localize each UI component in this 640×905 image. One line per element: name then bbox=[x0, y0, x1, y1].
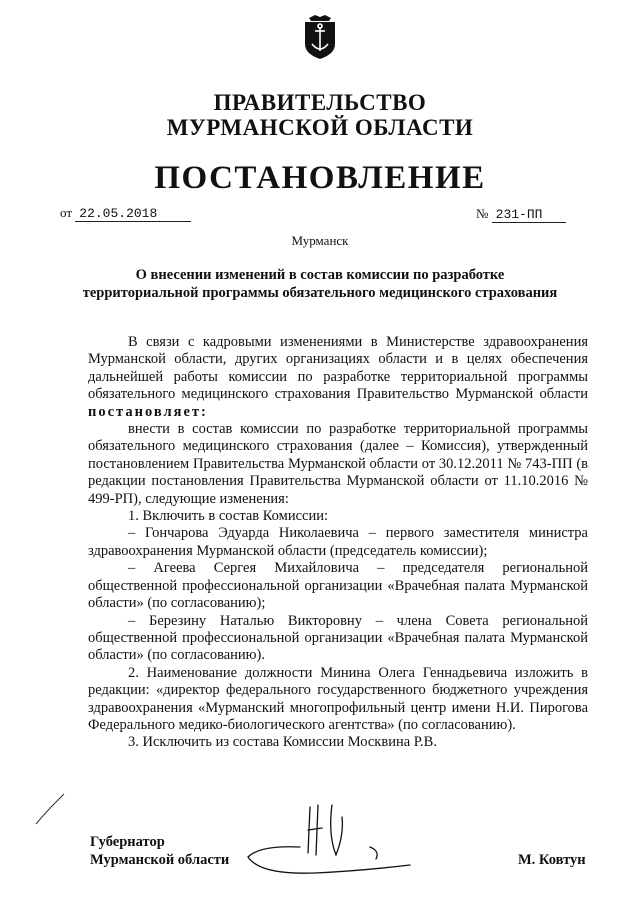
intro-paragraph: внести в состав комиссии по разработке территориальной программы обязательного медицинского страхования (далее – Комиссия), утвержденный постановлением Правительства Мурманской области от 30.12.2011 № 743-ПП (в редакции постановления Правительства Мурманской области от 11.10.2016 № 499-РП), следующие изменения: bbox=[88, 421, 588, 507]
position-line2: Мурманской области bbox=[90, 852, 230, 868]
item-3: 3. Исключить из состава Комиссии Москвина Р.В. bbox=[128, 734, 437, 751]
handwritten-signature bbox=[240, 795, 420, 880]
item-1-a: – Гончарова Эдуарда Николаевича – первого заместителя министра здравоохранения Мурманской области (председатель комиссии); bbox=[88, 525, 588, 559]
signatory-position bbox=[90, 833, 229, 869]
item-1-c: – Березину Наталью Викторовну – члена Совета региональной общественной профессиональной организации «Врачебная палата Мурманской области» (по согласованию). bbox=[88, 612, 588, 664]
item-1-b: – Агеева Сергея Михайловича – председателя региональной общественной профессиональной организации «Врачебная палата Мурманской области» (по согласованию); bbox=[88, 560, 588, 612]
date-value: 22.05.2018 bbox=[75, 206, 191, 222]
date-prefix: от bbox=[60, 205, 73, 220]
coat-of-arms-icon bbox=[302, 14, 338, 60]
preamble bbox=[88, 334, 588, 421]
number-value: 231-ПП bbox=[492, 207, 566, 223]
signatory-name: М. Ковтун bbox=[518, 852, 586, 868]
item-1: 1. Включить в состав Комиссии: bbox=[128, 508, 329, 525]
document-type: ПОСТАНОВЛЕНИЕ bbox=[154, 160, 486, 196]
decree-word: постановляет: bbox=[88, 403, 208, 420]
number-field bbox=[476, 206, 566, 223]
item-2: 2. Наименование должности Минина Олега Геннадьевича изложить в редакции: «директор федерального государственного бюджетного учреждения здравоохранения «Мурманский многопрофильный центр имени Н.И. Пирогова Федерального медико-биологического агентства» (по согласованию). bbox=[88, 664, 588, 733]
document-title bbox=[70, 266, 570, 302]
title-line2: территориальной программы обязательного медицинского страхования bbox=[82, 285, 558, 301]
date-field bbox=[60, 205, 191, 222]
document-body bbox=[88, 334, 588, 752]
preamble-text: В связи с кадровыми изменениями в Министерстве здравоохранения Мурманской области, других организациях области и в целях обеспечения дальнейшей работы комиссии по разработке территориальной программы обязательного медицинского страхования Правительство Мурманской области bbox=[88, 334, 588, 403]
position-line1: Губернатор bbox=[90, 834, 165, 850]
number-prefix: № bbox=[476, 206, 489, 221]
government-name-line1: ПРАВИТЕЛЬСТВО bbox=[213, 90, 427, 115]
title-line1: О внесении изменений в состав комиссии по разработке bbox=[135, 267, 505, 283]
margin-mark bbox=[30, 790, 70, 830]
city-name: Мурманск bbox=[291, 233, 349, 248]
government-name-line2: МУРМАНСКОЙ ОБЛАСТИ bbox=[166, 115, 474, 140]
